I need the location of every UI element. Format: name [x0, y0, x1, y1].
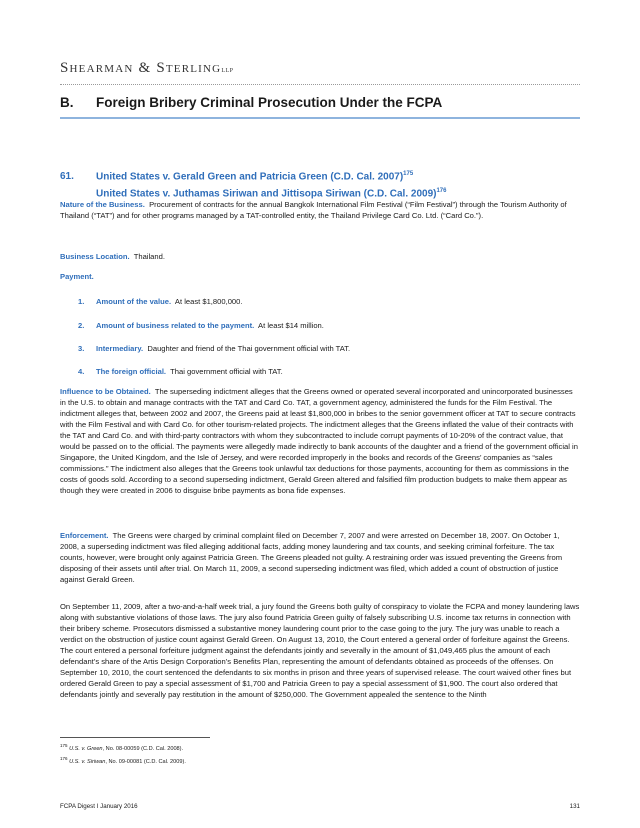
- footnote-divider: [60, 737, 210, 738]
- influence-text: The superseding indictment alleges that the Greens owned or operated several incorporated and unincorporated businesses in the U.S. to obtain and manage contracts with the TAT and Card Co. TAT, a government agency, administered the funds for the Film Festival. The indictment alleges that, between 2002 and 2007, the Greens paid at least $1,800,000 in bribes to the senior government officer at TAT to secure contracts with the Film Festival and with Card Co. for other tourism-related projects. The indictment alleges that the Greens inflated the value of their contracts with the TAT and Card Co. and with third-party contractors with whom they subcontracted to include corrupt payments of 10-20% of the contract value, that would be passed on to the official. The payments were allegedly made indirectly to bank accounts of the daughter and a friend of the government official in Singapore, the United Kingdom, and the Isle of Jersey, and were recorded improperly in the books and records of the Greens’ companies as “sales commissions.” The indictment also alleges that the Greens took unlawful tax deductions for those payments, accounting for them as commissions in the costs of goods sold. According to a second superseding indictment, Gerald Green altered and falsified film production budgets to make them appear as though they were created in 2006 to disguise bribe payments as bona fide expenses.: [60, 387, 578, 495]
- nature-text: Procurement of contracts for the annual Bangkok International Film Festival (“Film Festival”) through the Tourism Authority of Thailand (“TAT”) and for other programs managed by a TAT-controlled entity, the Thailand Privilege Card Co. Ltd. (“Card Co.”).: [60, 200, 567, 220]
- case-heading: [60, 167, 446, 202]
- list-item-text: Daughter and friend of the Thai government official with TAT.: [147, 344, 351, 353]
- section-heading: [60, 95, 442, 110]
- footnote-citation: , No. 08-00059 (C.D. Cal. 2008).: [102, 745, 184, 752]
- case-number: 61.: [60, 171, 74, 183]
- list-item-number: 3.: [78, 344, 85, 353]
- footnote: [60, 743, 183, 752]
- footer-publication: FCPA Digest I January 2016: [60, 803, 138, 810]
- logo-text: Shearman & Sterling: [60, 60, 222, 76]
- nature-paragraph: [60, 199, 580, 221]
- enforcement-label: Enforcement.: [60, 531, 109, 540]
- page-number: 131: [569, 803, 580, 810]
- enforcement-text: The Greens were charged by criminal complaint filed on December 7, 2007 and were arrested on December 18, 2007. On October 1, 2008, a superseding indictment was filed alleging additional facts, adding money laundering and tax counts, and seeking criminal forfeiture. The tax counts, however, were brought only against Patricia Green. The Greens pleaded not guilty. A restraining order was issued preventing the Greens from disposing of their assets until after trial. On March 11, 2009, a second superseding indictment was filed, which added a count of obstruction of justice against Gerald Green.: [60, 531, 563, 584]
- section-number: B.: [60, 95, 74, 110]
- footnote-case-name: U.S. v. Siriwan: [69, 758, 106, 765]
- firm-logo: [60, 60, 233, 77]
- list-item: [78, 296, 242, 307]
- footnote-number: 175: [60, 743, 68, 748]
- list-item-label: Amount of business related to the payment.: [96, 321, 255, 330]
- list-item-label: The foreign official.: [96, 367, 167, 376]
- payment-heading: [60, 271, 580, 282]
- list-item: [78, 320, 324, 331]
- list-item-number: 1.: [78, 297, 85, 306]
- location-paragraph: [60, 251, 580, 262]
- list-item-label: Amount of the value.: [96, 297, 172, 306]
- enforcement-paragraph: [60, 530, 580, 585]
- list-item-text: Thai government official with TAT.: [170, 367, 283, 376]
- list-item-text: At least $14 million.: [258, 321, 324, 330]
- influence-paragraph: [60, 386, 580, 496]
- nature-label: Nature of the Business.: [60, 200, 145, 209]
- list-item-label: Intermediary.: [96, 344, 144, 353]
- payment-label: Payment.: [60, 272, 94, 281]
- section-divider: [60, 117, 580, 119]
- list-item: [78, 366, 283, 377]
- list-item-text: At least $1,800,000.: [174, 297, 243, 306]
- location-text: Thailand.: [133, 252, 165, 261]
- section-title: Foreign Bribery Criminal Prosecution Under the FCPA: [96, 95, 443, 110]
- list-item-number: 2.: [78, 321, 85, 330]
- footnote-case-name: U.S. v. Green: [69, 745, 103, 752]
- footnote-citation: , No. 09-00081 (C.D. Cal. 2009).: [105, 758, 186, 765]
- location-label: Business Location.: [60, 252, 130, 261]
- footnote-number: 176: [60, 756, 68, 761]
- case-title-line2: United States v. Juthamas Siriwan and Jittisopa Siriwan (C.D. Cal. 2009): [96, 188, 437, 200]
- footnote-ref-175[interactable]: 175: [403, 171, 414, 177]
- list-item: [78, 343, 350, 354]
- trial-paragraph: On September 11, 2009, after a two-and-a-half week trial, a jury found the Greens both guilty of conspiracy to violate the FCPA and money laundering laws along with substantive violations of those laws. The jury also found Patricia Green guilty of falsely subscribing U.S. income tax returns in connection with their bribery scheme. Prosecutors dismissed a substantive money laundering count prior to the case going to the jury. The jury was unable to reach a verdict on the obstruction of justice count against Gerald Green. On August 13, 2010, the Court entered a general order of forfeiture against the Greens. The court entered a personal forfeiture judgment against the defendants jointly and severally in the amount of $1,049,465 plus the amount of each defendant’s share of the Artis Design Corporation’s Benefits Plan, representing the amount of defendants obtained as proceeds of the offenses. On September 10, 2010, the court sentenced the defendants to six months in prison and three years of supervised release. The court waived other fines but ordered Gerald Green to pay a special assessment of $1,700 and Patricia Green to pay a special assessment of $1,900. The court also ordered that defendants jointly and severally pay restitution in the amount of $250,000. The Government appealed the sentence to the Ninth: [60, 602, 580, 699]
- header-divider: [60, 84, 580, 85]
- logo-llp: LLP: [221, 68, 234, 74]
- footnote: [60, 756, 186, 765]
- list-item-number: 4.: [78, 367, 85, 376]
- case-title-line1: United States v. Gerald Green and Patricia Green (C.D. Cal. 2007): [96, 171, 404, 183]
- footnote-ref-176[interactable]: 176: [436, 188, 447, 195]
- influence-label: Influence to be Obtained.: [60, 387, 151, 396]
